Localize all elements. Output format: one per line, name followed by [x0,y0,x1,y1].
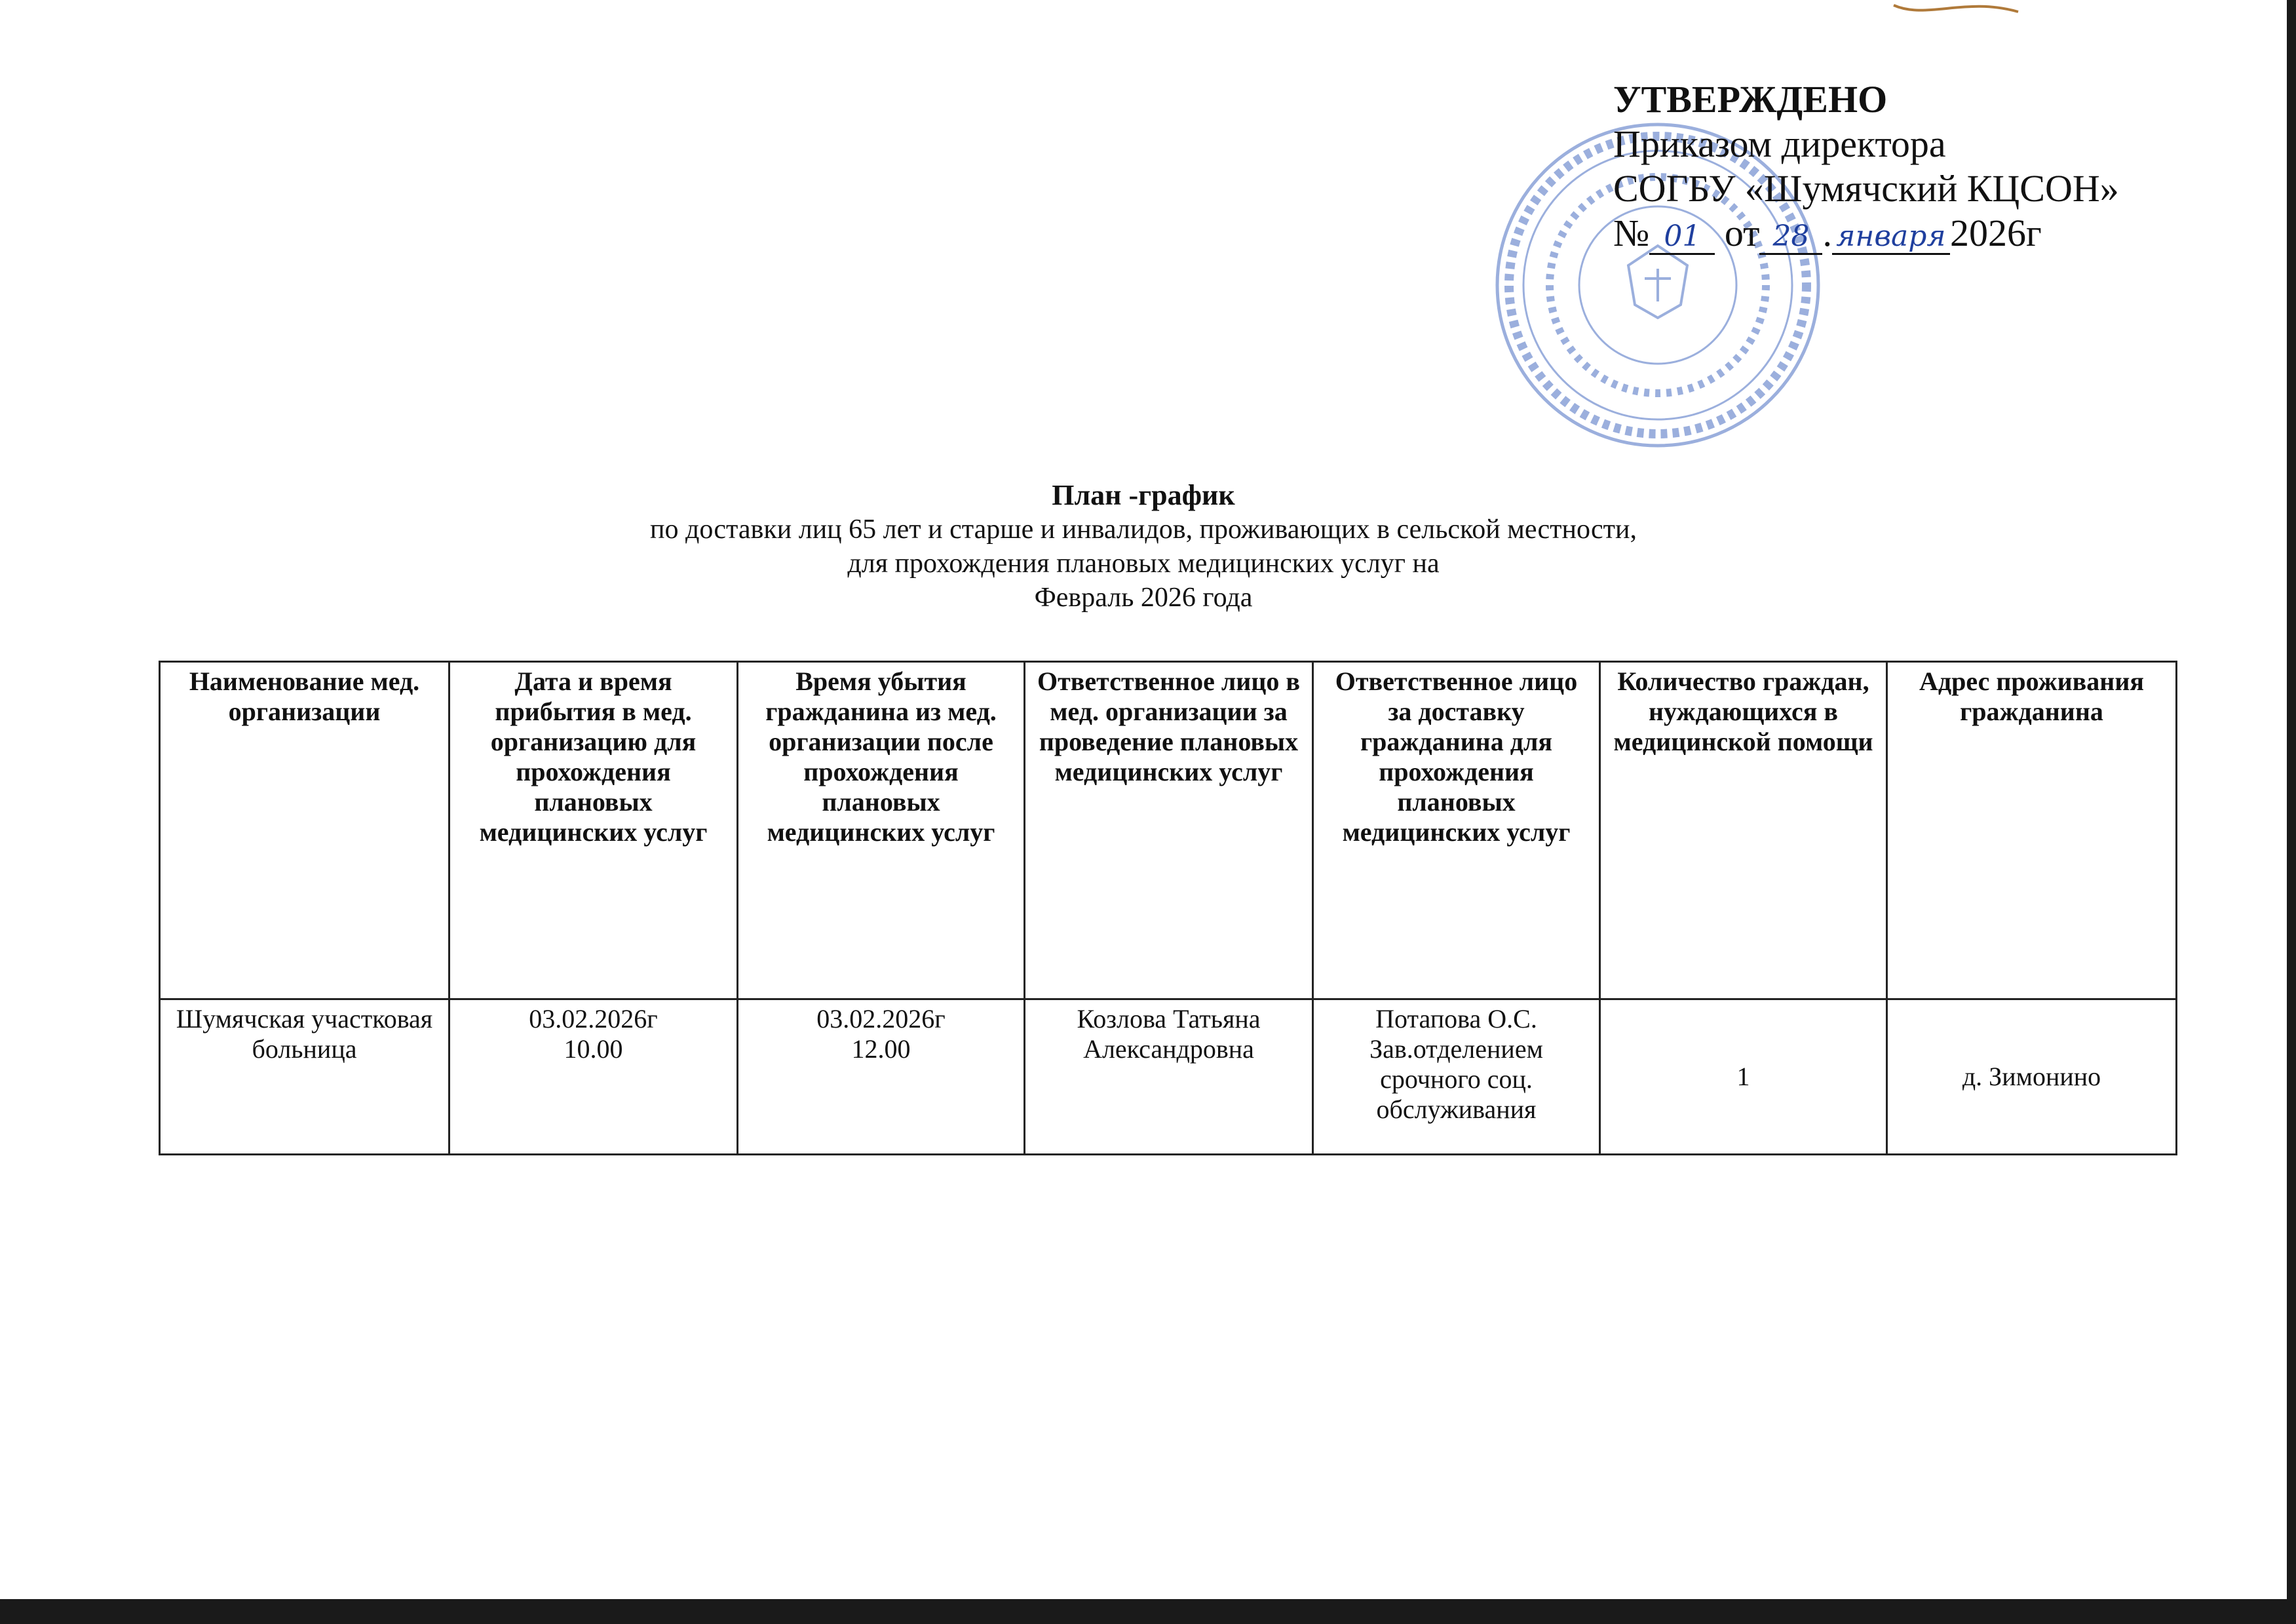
col-header-med-responsible: Ответственное лицо в мед. организации за проведение плановых медицинских услуг [1025,662,1313,999]
table-header-row [160,662,2177,999]
col-header-organization: Наименование мед. организации [160,662,450,999]
cell-arrival [450,999,738,1155]
schedule-table [159,661,2177,1155]
approval-organization: СОГБУ «Шумячский КЦСОН» [1613,167,2119,210]
order-number-label: № [1613,212,1650,254]
departure-time: 12.00 [851,1034,911,1064]
arrival-date: 03.02.2026г [529,1004,658,1034]
col-header-arrival: Дата и время прибытия в мед. организацию для прохождения плановых медицинских услуг [450,662,738,999]
document-period: Февраль 2026 года [1034,583,1253,613]
arrival-time: 10.00 [564,1034,623,1064]
col-header-address: Адрес проживания гражданина [1887,662,2177,999]
order-year: 2026г [1949,212,2042,254]
cell-delivery-responsible [1313,999,1600,1155]
approval-title: УТВЕРЖДЕНО [1613,78,1888,121]
order-month: января [1832,220,1950,255]
signature-mark [1887,0,2025,26]
col-header-delivery-responsible: Ответственное лицо за доставку гражданина для прохождения плановых медицинских услуг [1313,662,1600,999]
col-header-count: Количество граждан, нуждающихся в медицинской помощи [1600,662,1887,999]
cell-organization: Шумячская участковая больница [160,999,450,1155]
cell-count: 1 [1600,999,1887,1155]
document-subtitle-line-2: для прохождения плановых медицинских услуг на [847,549,1440,579]
approval-order-line: Приказом директора [1613,123,1946,165]
document-subtitle-line-1: по доставки лиц 65 лет и старше и инвалидов, проживающих в сельской местности, [649,514,1637,545]
cell-address: д. Зимонино [1887,999,2177,1155]
document-title: План -график [1052,479,1235,511]
cell-departure [738,999,1025,1155]
order-day: 28 [1759,220,1822,255]
order-date-label: от [1724,212,1760,254]
table-row [160,999,2177,1155]
delivery-position: Зав.отделением срочного соц. обслуживания [1369,1034,1543,1124]
approval-block [1613,77,2119,256]
departure-date: 03.02.2026г [816,1004,946,1034]
delivery-name: Потапова О.С. [1375,1004,1537,1034]
order-number: 01 [1649,220,1715,255]
cell-med-responsible: Козлова Татьяна Александровна [1025,999,1313,1155]
document-heading [0,478,2287,615]
col-header-departure: Время убытия гражданина из мед. организации после прохождения плановых медицинских услуг [738,662,1025,999]
approval-order-details: № 01 от 28 . января 2026г [1613,212,2042,254]
